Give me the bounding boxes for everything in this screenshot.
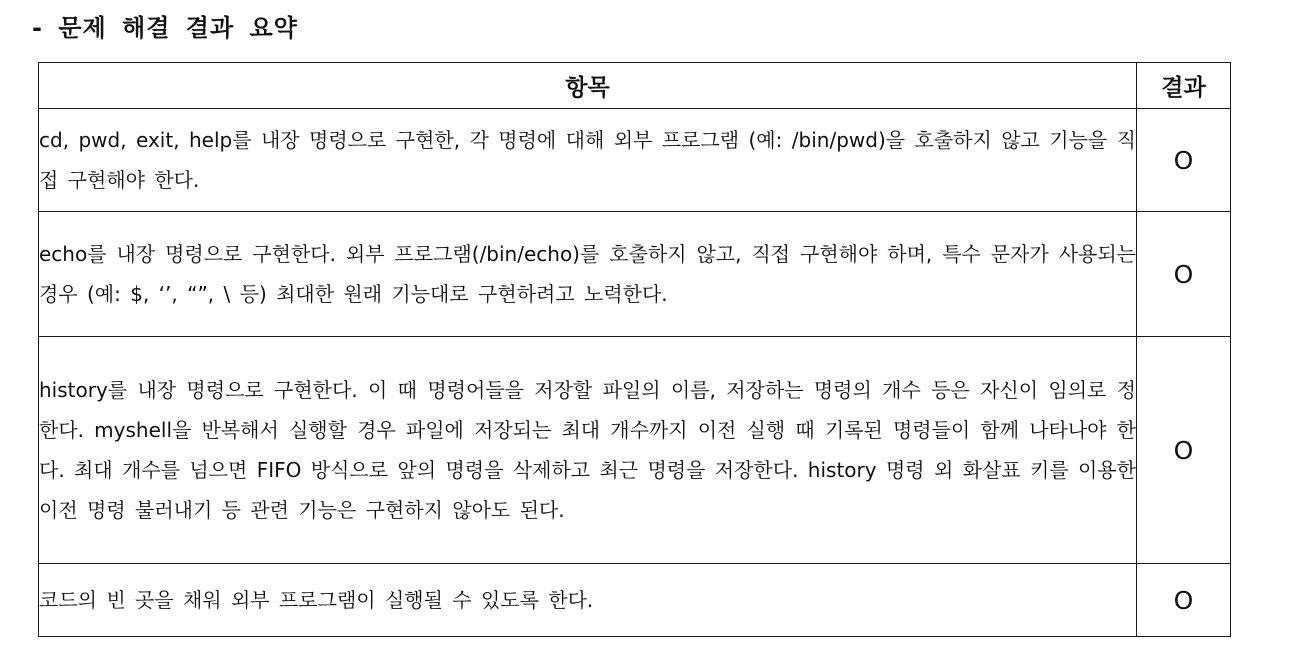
item-cell: history를 내장 명령으로 구현한다. 이 때 명령어들을 저장할 파일의 이름, 저장하는 명령의 개수 등은 자신이 임의로 정한다. myshell을 반복해서 실행할 경우 파일에 저장되는 최대 개수까지 이전 실행 때 기록된 명령들이 함께 나타나야 한다. 최대 개수를 넘으면 FIFO 방식으로 앞의 명령을 삭제하고 최근 명령을 저장한다. history 명령 외 화살표 키를 이용한 이전 명령 불러내기 등 관련 기능은 구현하지 않아도 된다.	[39, 337, 1137, 564]
column-header-item: 항목	[39, 63, 1137, 109]
item-cell: echo를 내장 명령으로 구현한다. 외부 프로그램(/bin/echo)를 호출하지 않고, 직접 구현해야 하며, 특수 문자가 사용되는 경우 (예: $, ‘’, “”, \ 등) 최대한 원래 기능대로 구현하려고 노력한다.	[39, 212, 1137, 337]
result-cell: O	[1137, 212, 1231, 337]
table-row	[39, 564, 1231, 637]
column-header-result: 결과	[1137, 63, 1231, 109]
results-summary-table	[38, 62, 1231, 637]
result-cell: O	[1137, 564, 1231, 637]
result-cell: O	[1137, 109, 1231, 212]
item-cell: cd, pwd, exit, help를 내장 명령으로 구현한, 각 명령에 대해 외부 프로그램 (예: /bin/pwd)을 호출하지 않고 기능을 직접 구현해야 한다.	[39, 109, 1137, 212]
table-header-row	[39, 63, 1231, 109]
item-cell: 코드의 빈 곳을 채워 외부 프로그램이 실행될 수 있도록 한다.	[39, 564, 1137, 637]
section-heading: - 문제 해결 결과 요약	[32, 14, 298, 42]
result-cell: O	[1137, 337, 1231, 564]
table-row	[39, 337, 1231, 564]
table-row	[39, 212, 1231, 337]
table-row	[39, 109, 1231, 212]
